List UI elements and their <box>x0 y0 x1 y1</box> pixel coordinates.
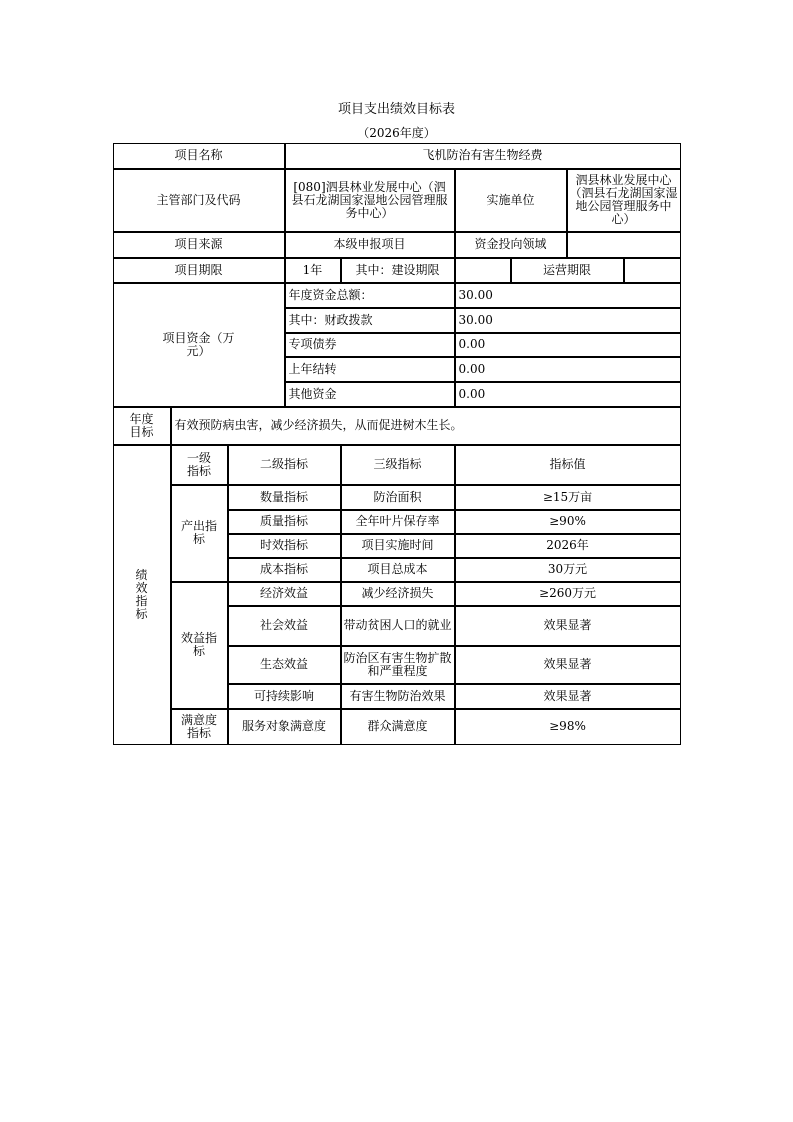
indicator-l2: 生态效益 <box>259 657 308 671</box>
indicator-l3-cell <box>341 606 455 646</box>
group-benefit-label: 效益指标 <box>180 631 217 658</box>
project-name-label-cell <box>113 143 285 169</box>
fund-label: 其他资金 <box>288 386 337 401</box>
fund-value: 30.00 <box>458 287 493 302</box>
indicator-value-cell <box>455 606 681 646</box>
source-label-cell <box>113 232 285 258</box>
fund-label-cell <box>285 283 455 308</box>
indicator-l3: 有害生物防治效果 <box>349 688 446 703</box>
fund-label-cell <box>285 357 455 382</box>
period-value-cell <box>285 258 341 283</box>
impl-value: 泗县林业发展中心（泗县石龙湖国家湿地公园管理服务中心） <box>569 173 678 226</box>
indicator-value-cell <box>455 582 681 606</box>
header-level3-cell <box>341 445 455 485</box>
year-subtitle: （2026年度） <box>357 126 436 140</box>
indicator-l3-cell <box>341 646 455 684</box>
fund-value-cell <box>455 308 681 333</box>
dept-value-cell <box>285 169 455 232</box>
indicator-l3: 防治区有害生物扩散和严重程度 <box>343 650 452 678</box>
impl-label-cell <box>455 169 567 232</box>
fund-label-cell <box>285 333 455 357</box>
fund-value-cell <box>455 382 681 407</box>
period-label: 项目期限 <box>174 262 223 277</box>
header-level2-cell <box>228 445 341 485</box>
fund-label-cell <box>285 382 455 407</box>
indicator-l2: 社会效益 <box>259 618 308 632</box>
fund-value-cell <box>455 357 681 382</box>
fund-label: 年度资金总额： <box>288 287 373 302</box>
indicator-value-cell <box>455 709 681 745</box>
source-value: 本级申报项目 <box>333 237 406 251</box>
source-label: 项目来源 <box>174 237 223 251</box>
goal-label-cell <box>113 407 171 445</box>
period-value: 1年 <box>302 262 323 277</box>
indicator-l3-cell <box>341 485 455 510</box>
indicator-l3: 全年叶片保存率 <box>355 514 440 528</box>
fund-value: 30.00 <box>458 312 493 327</box>
fund-label: 上年结转 <box>288 361 337 376</box>
indicator-value: 2026年 <box>546 538 589 552</box>
indicator-l2: 质量指标 <box>259 514 308 528</box>
fund-value: 0.00 <box>458 337 486 351</box>
indicator-value-cell <box>455 485 681 510</box>
dept-value: [080]泗县林业发展中心（泗县石龙湖国家湿地公园管理服务中心） <box>291 179 448 220</box>
impl-label: 实施单位 <box>486 192 535 207</box>
dept-label-cell <box>113 169 285 232</box>
perf-label: 绩效指标 <box>135 567 148 621</box>
indicator-l2-cell <box>228 558 341 582</box>
build-period-value-cell <box>455 258 511 283</box>
ops-period-label: 运营期限 <box>542 262 591 277</box>
build-period-label-cell <box>341 258 455 283</box>
header-value-cell <box>455 445 681 485</box>
indicator-value: 效果显著 <box>543 688 592 703</box>
period-label-cell <box>113 258 285 283</box>
goal-label: 年度目标 <box>129 411 154 439</box>
goal-text-cell <box>171 407 681 445</box>
indicator-value: 效果显著 <box>543 618 592 632</box>
indicator-l3-cell <box>341 510 455 534</box>
indicator-l2: 服务对象满意度 <box>241 719 326 733</box>
project-name-label: 项目名称 <box>174 148 223 162</box>
indicator-value: 效果显著 <box>543 657 592 671</box>
funds-label: 项目资金（万元） <box>162 330 235 358</box>
indicator-l2-cell <box>228 582 341 606</box>
indicator-l2-cell <box>228 485 341 510</box>
indicator-l3: 防治面积 <box>373 489 422 504</box>
indicator-l2: 经济效益 <box>259 586 308 600</box>
header-level2: 二级指标 <box>259 457 308 471</box>
indicator-l2: 时效指标 <box>259 538 308 552</box>
indicator-value: 30万元 <box>547 562 588 576</box>
fund-value-cell <box>455 333 681 357</box>
header-level1: 一级指标 <box>186 450 211 478</box>
indicator-value: ≥15万亩 <box>542 489 593 504</box>
indicator-value-cell <box>455 534 681 558</box>
source-value-cell <box>285 232 455 258</box>
fund-label: 专项债券 <box>288 337 337 351</box>
indicator-l3-cell <box>341 684 455 709</box>
build-period-label: 其中：建设期限 <box>355 262 440 277</box>
goal-text: 有效预防病虫害，减少经济损失，从而促进树木生长。 <box>174 418 463 432</box>
indicator-l3: 群众满意度 <box>367 719 428 733</box>
funding-area-label: 资金投向领域 <box>474 237 547 251</box>
indicator-l3: 项目实施时间 <box>361 538 434 552</box>
group-benefit-label-cell <box>171 582 228 709</box>
funding-area-value-cell <box>567 232 681 258</box>
indicator-l3: 项目总成本 <box>367 562 428 576</box>
indicator-value: ≥98% <box>549 719 586 733</box>
fund-value: 0.00 <box>458 386 486 401</box>
indicator-value-cell <box>455 684 681 709</box>
indicator-l3-cell <box>341 582 455 606</box>
dept-label: 主管部门及代码 <box>156 192 241 207</box>
indicator-value: ≥90% <box>549 514 586 528</box>
fund-value: 0.00 <box>458 361 486 376</box>
indicator-l3-cell <box>341 534 455 558</box>
funds-label-cell <box>113 283 285 407</box>
fund-label-cell <box>285 308 455 333</box>
indicator-value-cell <box>455 646 681 684</box>
header-level3: 三级指标 <box>373 457 422 471</box>
fund-label: 其中：财政拨款 <box>288 312 373 327</box>
indicator-l2-cell <box>228 534 341 558</box>
indicator-l3-cell <box>341 558 455 582</box>
indicator-l2-cell <box>228 606 341 646</box>
indicator-l2: 成本指标 <box>259 562 308 576</box>
project-name-value: 飞机防治有害生物经费 <box>422 148 543 162</box>
page-title: 项目支出绩效目标表 <box>337 102 455 117</box>
indicator-l2-cell <box>228 510 341 534</box>
indicator-l2: 数量指标 <box>259 489 308 504</box>
header-level1-cell <box>171 445 228 485</box>
project-name-value-cell <box>285 143 681 169</box>
indicator-l2: 可持续影响 <box>253 688 314 703</box>
indicator-l2-cell <box>228 684 341 709</box>
indicator-l2-cell <box>228 646 341 684</box>
perf-label-cell <box>113 445 171 745</box>
indicator-l2-cell <box>228 709 341 745</box>
indicator-value-cell <box>455 510 681 534</box>
ops-period-value-cell <box>624 258 681 283</box>
indicator-value-cell <box>455 558 681 582</box>
group-satisfaction-label: 满意度指标 <box>180 712 217 740</box>
indicator-l3-cell <box>341 709 455 745</box>
indicator-l3: 减少经济损失 <box>361 586 434 600</box>
group-output-label: 产出指标 <box>180 519 217 546</box>
indicator-l3: 带动贫困人口的就业 <box>343 618 452 632</box>
fund-value-cell <box>455 283 681 308</box>
impl-value-cell <box>567 169 681 232</box>
header-value: 指标值 <box>549 457 586 471</box>
group-output-label-cell <box>171 485 228 582</box>
funding-area-label-cell <box>455 232 567 258</box>
ops-period-label-cell <box>511 258 624 283</box>
group-satisfaction-label-cell <box>171 709 228 745</box>
indicator-value: ≥260万元 <box>539 586 596 600</box>
